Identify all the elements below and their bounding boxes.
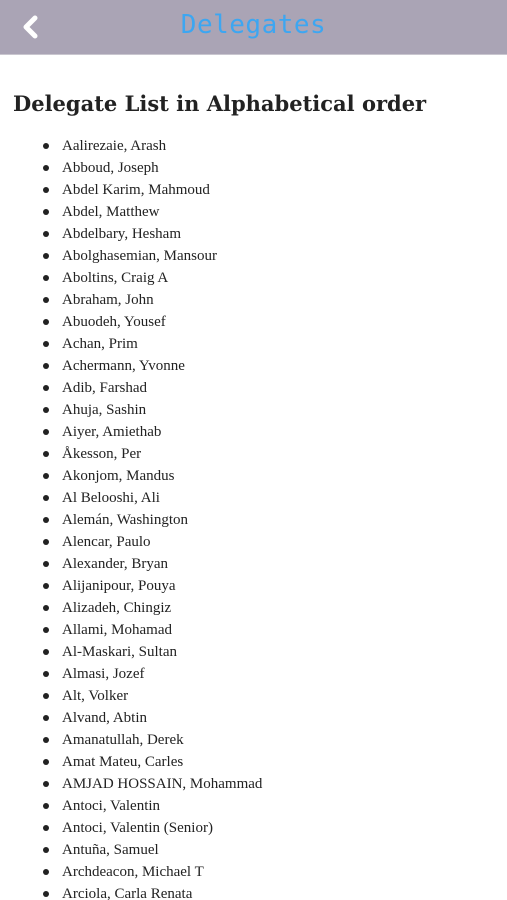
delegate-name: Archdeacon, Michael T <box>62 864 204 880</box>
delegate-list-item[interactable] <box>0 531 262 553</box>
delegate-list-item[interactable] <box>0 465 262 487</box>
bullet-icon <box>43 517 49 523</box>
bullet-icon <box>43 825 49 831</box>
delegate-name: Åkesson, Per <box>62 446 142 462</box>
delegate-name: Alencar, Paulo <box>62 534 151 550</box>
bullet-icon <box>43 869 49 875</box>
bullet-icon <box>43 319 49 325</box>
delegate-name: Abraham, John <box>62 292 154 308</box>
delegate-list-item[interactable] <box>0 729 262 751</box>
delegate-name: Arciola, Carla Renata <box>62 886 193 900</box>
delegate-name: Almasi, Jozef <box>62 666 145 682</box>
bullet-icon <box>43 605 49 611</box>
delegate-list-item[interactable] <box>0 157 262 179</box>
delegate-list-item[interactable] <box>0 707 262 729</box>
delegate-name: Abboud, Joseph <box>62 160 159 176</box>
bullet-icon <box>43 803 49 809</box>
delegate-name: Aiyer, Amiethab <box>62 424 162 440</box>
bullet-icon <box>43 737 49 743</box>
delegate-name: Abolghasemian, Mansour <box>62 248 217 264</box>
bullet-icon <box>43 451 49 457</box>
bullet-icon <box>43 231 49 237</box>
delegate-name: Antuña, Samuel <box>62 842 159 858</box>
nav-bar <box>0 0 507 55</box>
delegate-name: Aboltins, Craig A <box>62 270 169 286</box>
delegate-name: Alvand, Abtin <box>62 710 147 726</box>
delegate-list-item[interactable] <box>0 641 262 663</box>
delegate-name: Alemán, Washington <box>62 512 188 528</box>
bullet-icon <box>43 693 49 699</box>
delegate-name: Achermann, Yvonne <box>62 358 185 374</box>
delegate-name: Antoci, Valentin (Senior) <box>62 820 213 836</box>
delegate-name: Antoci, Valentin <box>62 798 161 814</box>
page-heading: Delegate List in Alphabetical order <box>13 91 427 116</box>
delegate-list-item[interactable] <box>0 685 262 707</box>
delegate-list <box>0 135 262 900</box>
delegate-list-item[interactable] <box>0 663 262 685</box>
bullet-icon <box>43 627 49 633</box>
delegate-list-item[interactable] <box>0 333 262 355</box>
delegate-list-item[interactable] <box>0 883 262 900</box>
delegate-list-item[interactable] <box>0 201 262 223</box>
nav-title: Delegates <box>180 10 327 40</box>
bullet-icon <box>43 143 49 149</box>
delegate-name: Allami, Mohamad <box>62 622 172 638</box>
delegate-name: Achan, Prim <box>62 336 138 352</box>
delegate-name: AMJAD HOSSAIN, Mohammad <box>62 776 263 792</box>
delegate-list-item[interactable] <box>0 487 262 509</box>
bullet-icon <box>43 671 49 677</box>
delegate-name: Amanatullah, Derek <box>62 732 184 748</box>
delegate-list-item[interactable] <box>0 377 262 399</box>
delegate-list-item[interactable] <box>0 421 262 443</box>
delegate-name: Al-Maskari, Sultan <box>62 644 177 660</box>
bullet-icon <box>43 341 49 347</box>
bullet-icon <box>43 781 49 787</box>
bullet-icon <box>43 407 49 413</box>
bullet-icon <box>43 759 49 765</box>
bullet-icon <box>43 649 49 655</box>
delegate-name: Abdelbary, Hesham <box>62 226 181 242</box>
bullet-icon <box>43 473 49 479</box>
bullet-icon <box>43 429 49 435</box>
bullet-icon <box>43 847 49 853</box>
delegate-list-item[interactable] <box>0 575 262 597</box>
delegate-list-item[interactable] <box>0 289 262 311</box>
delegate-name: Abuodeh, Yousef <box>62 314 166 330</box>
delegate-name: Akonjom, Mandus <box>62 468 175 484</box>
delegate-list-item[interactable] <box>0 839 262 861</box>
delegate-list-item[interactable] <box>0 619 262 641</box>
delegate-name: Alijanipour, Pouya <box>62 578 176 594</box>
bullet-icon <box>43 539 49 545</box>
content <box>0 55 507 900</box>
delegate-list-item[interactable] <box>0 553 262 575</box>
bullet-icon <box>43 275 49 281</box>
delegate-name: Abdel Karim, Mahmoud <box>62 182 210 198</box>
bullet-icon <box>43 209 49 215</box>
delegate-name: Al Belooshi, Ali <box>62 490 160 506</box>
delegate-name: Alizadeh, Chingiz <box>62 600 172 616</box>
delegate-list-item[interactable] <box>0 861 262 883</box>
delegate-name: Alexander, Bryan <box>62 556 169 572</box>
delegate-list-item[interactable] <box>0 597 262 619</box>
bullet-icon <box>43 583 49 589</box>
bullet-icon <box>43 561 49 567</box>
delegate-list-item[interactable] <box>0 773 262 795</box>
delegate-list-item[interactable] <box>0 751 262 773</box>
bullet-icon <box>43 297 49 303</box>
delegate-name: Alt, Volker <box>62 688 129 704</box>
delegate-list-item[interactable] <box>0 443 262 465</box>
bullet-icon <box>43 253 49 259</box>
bullet-icon <box>43 715 49 721</box>
delegate-name: Abdel, Matthew <box>62 204 160 220</box>
delegate-list-item[interactable] <box>0 355 262 377</box>
delegate-list-item[interactable] <box>0 179 262 201</box>
delegate-list-item[interactable] <box>0 817 262 839</box>
delegate-list-item[interactable] <box>0 245 262 267</box>
delegate-name: Adib, Farshad <box>62 380 147 396</box>
delegate-list-item[interactable] <box>0 509 262 531</box>
delegate-list-item[interactable] <box>0 399 262 421</box>
bullet-icon <box>43 495 49 501</box>
delegate-list-item[interactable] <box>0 135 262 157</box>
bullet-icon <box>43 385 49 391</box>
bullet-icon <box>43 165 49 171</box>
delegate-name: Aalirezaie, Arash <box>62 138 167 154</box>
bullet-icon <box>43 363 49 369</box>
bullet-icon <box>43 187 49 193</box>
delegate-list-item[interactable] <box>0 311 262 333</box>
bullet-icon <box>43 891 49 897</box>
delegate-name: Amat Mateu, Carles <box>62 754 184 770</box>
delegate-list-item[interactable] <box>0 267 262 289</box>
delegate-list-item[interactable] <box>0 223 262 245</box>
delegate-list-item[interactable] <box>0 795 262 817</box>
delegate-name: Ahuja, Sashin <box>62 402 147 418</box>
